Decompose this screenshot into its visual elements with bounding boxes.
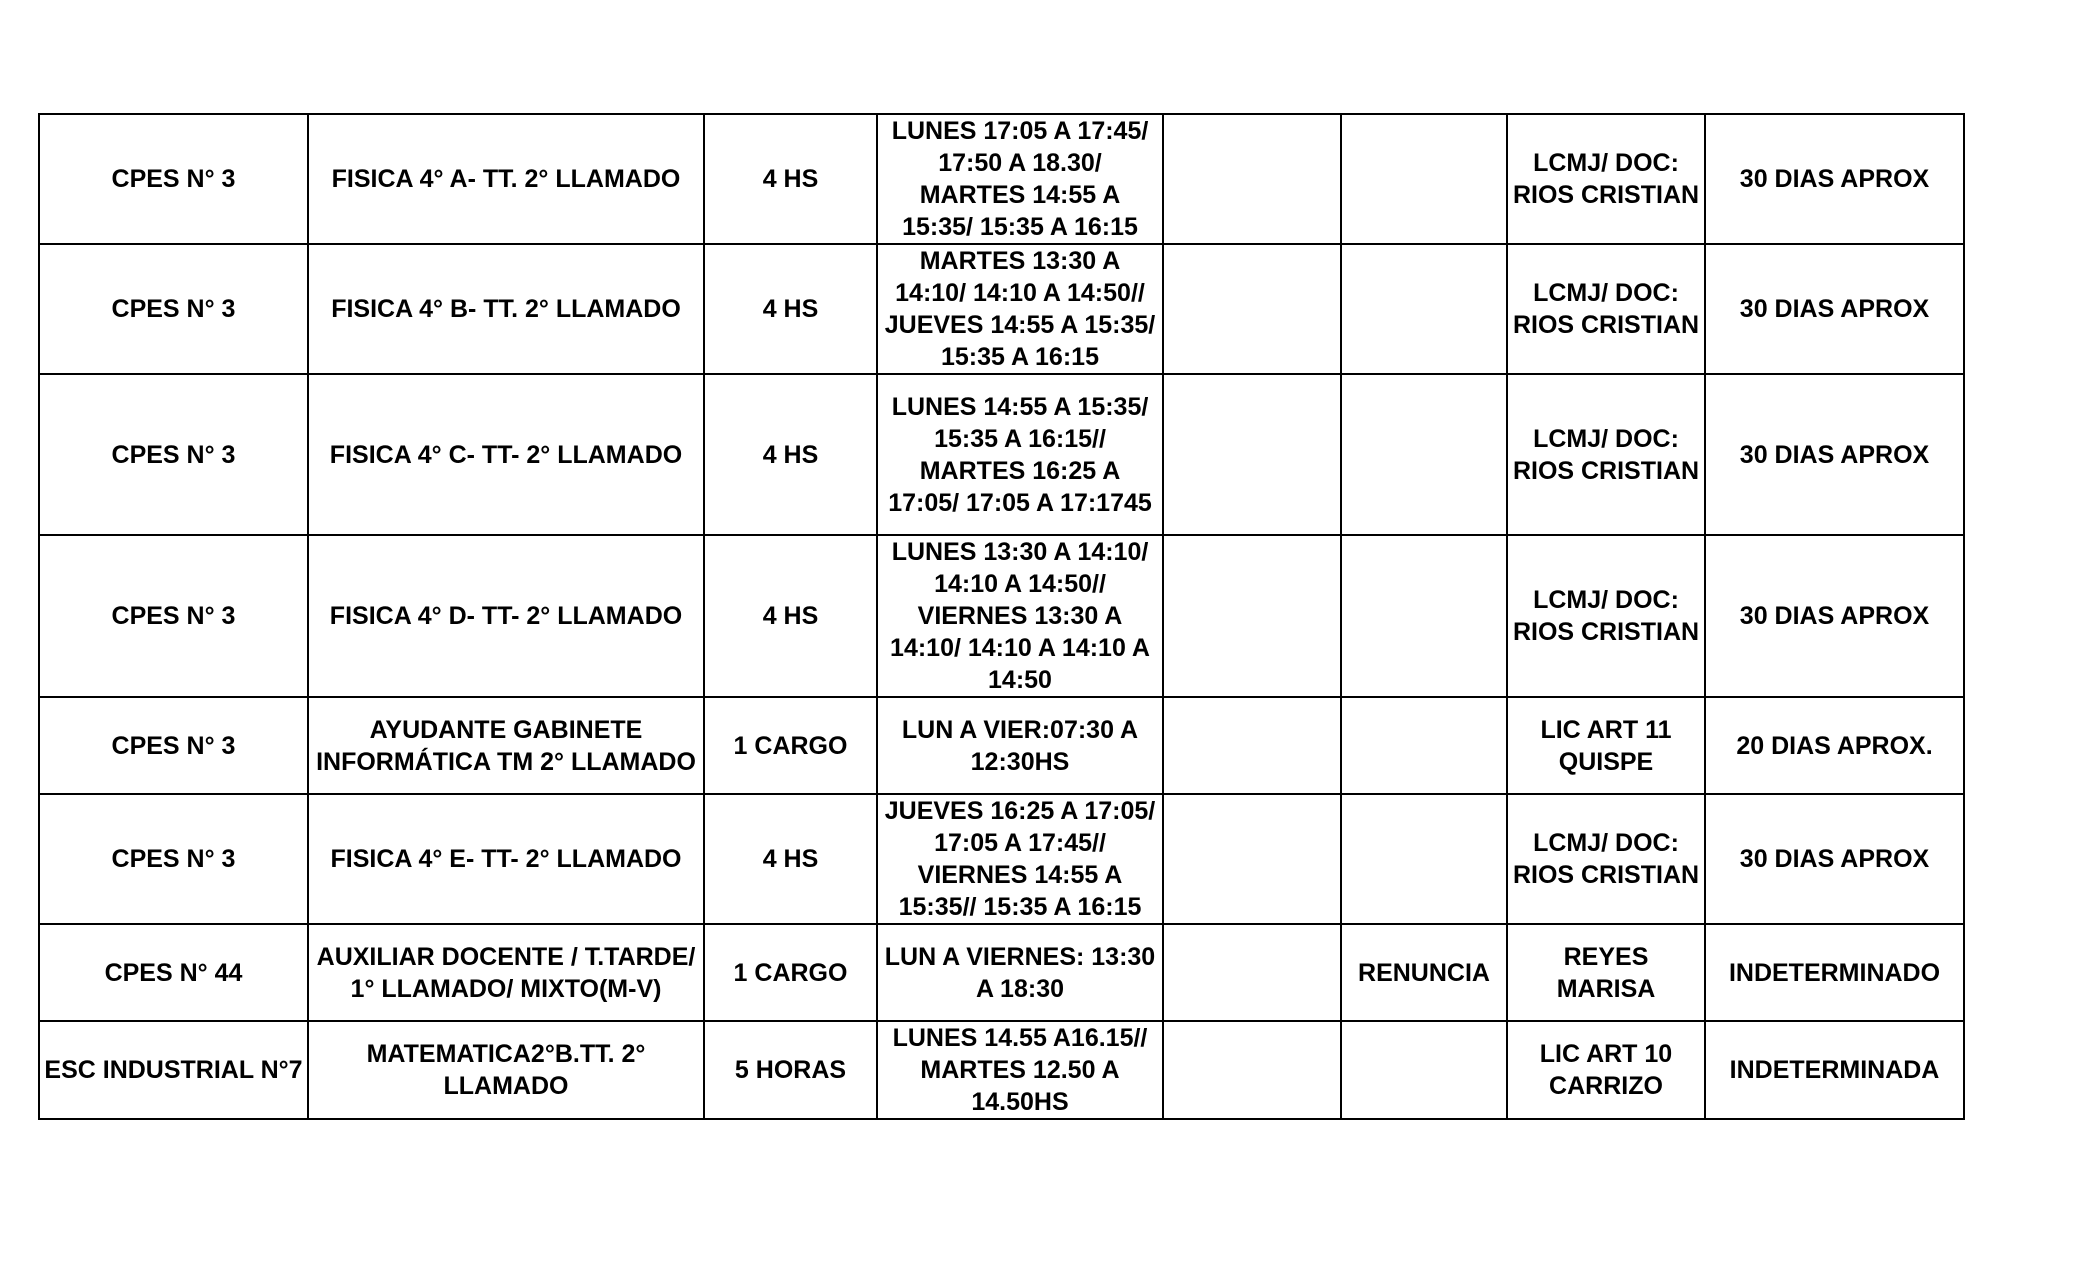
hours-cell: 4 HS [704,535,877,697]
duration-cell: 30 DIAS APROX [1705,794,1964,924]
hours-cell: 4 HS [704,244,877,374]
replaces-cell: LCMJ/ DOC: RIOS CRISTIAN [1507,114,1705,244]
replaces-cell: LCMJ/ DOC: RIOS CRISTIAN [1507,535,1705,697]
subject-cell: FISICA 4° E- TT- 2° LLAMADO [308,794,704,924]
reason-cell: RENUNCIA [1341,924,1507,1021]
duration-cell: 30 DIAS APROX [1705,244,1964,374]
blank-cell [1163,535,1341,697]
replaces-cell: LCMJ/ DOC: RIOS CRISTIAN [1507,794,1705,924]
reason-cell [1341,794,1507,924]
hours-cell: 4 HS [704,114,877,244]
school-cell: CPES N° 44 [39,924,308,1021]
subject-cell: MATEMATICA2°B.TT. 2° LLAMADO [308,1021,704,1119]
table-row [39,1021,1964,1119]
table-row [39,794,1964,924]
duration-cell: 30 DIAS APROX [1705,114,1964,244]
blank-cell [1163,244,1341,374]
replaces-cell: REYES MARISA [1507,924,1705,1021]
schedule-cell: LUNES 13:30 A 14:10/ 14:10 A 14:50// VIERNES 13:30 A 14:10/ 14:10 A 14:10 A 14:50 [877,535,1163,697]
blank-cell [1163,924,1341,1021]
replaces-cell: LIC ART 10 CARRIZO [1507,1021,1705,1119]
schedule-cell: LUN A VIER:07:30 A 12:30HS [877,697,1163,794]
table-row [39,244,1964,374]
subject-cell: AYUDANTE GABINETE INFORMÁTICA TM 2° LLAMADO [308,697,704,794]
table-row [39,697,1964,794]
table-row [39,535,1964,697]
duration-cell: 30 DIAS APROX [1705,535,1964,697]
blank-cell [1163,697,1341,794]
duration-cell: 20 DIAS APROX. [1705,697,1964,794]
reason-cell [1341,697,1507,794]
schedule-cell: LUNES 14:55 A 15:35/ 15:35 A 16:15// MARTES 16:25 A 17:05/ 17:05 A 17:1745 [877,374,1163,535]
school-cell: CPES N° 3 [39,374,308,535]
duration-cell: INDETERMINADO [1705,924,1964,1021]
hours-cell: 4 HS [704,794,877,924]
reason-cell [1341,114,1507,244]
school-cell: CPES N° 3 [39,114,308,244]
school-cell: CPES N° 3 [39,244,308,374]
duration-cell: 30 DIAS APROX [1705,374,1964,535]
schedule-cell: JUEVES 16:25 A 17:05/ 17:05 A 17:45// VIERNES 14:55 A 15:35// 15:35 A 16:15 [877,794,1163,924]
replaces-cell: LCMJ/ DOC: RIOS CRISTIAN [1507,244,1705,374]
school-cell: CPES N° 3 [39,535,308,697]
replaces-cell: LCMJ/ DOC: RIOS CRISTIAN [1507,374,1705,535]
schedule-cell: LUNES 14.55 A16.15// MARTES 12.50 A 14.50HS [877,1021,1163,1119]
reason-cell [1341,244,1507,374]
schedule-cell: LUN A VIERNES: 13:30 A 18:30 [877,924,1163,1021]
blank-cell [1163,794,1341,924]
school-cell: CPES N° 3 [39,794,308,924]
blank-cell [1163,374,1341,535]
table-row [39,114,1964,244]
blank-cell [1163,1021,1341,1119]
reason-cell [1341,535,1507,697]
replaces-cell: LIC ART 11 QUISPE [1507,697,1705,794]
table-row [39,924,1964,1021]
duration-cell: INDETERMINADA [1705,1021,1964,1119]
school-cell: ESC INDUSTRIAL N°7 [39,1021,308,1119]
school-cell: CPES N° 3 [39,697,308,794]
vacancy-table [38,113,1965,1120]
hours-cell: 1 CARGO [704,924,877,1021]
reason-cell [1341,374,1507,535]
hours-cell: 4 HS [704,374,877,535]
subject-cell: FISICA 4° D- TT- 2° LLAMADO [308,535,704,697]
subject-cell: AUXILIAR DOCENTE / T.TARDE/ 1° LLAMADO/ MIXTO(M-V) [308,924,704,1021]
reason-cell [1341,1021,1507,1119]
schedule-cell: LUNES 17:05 A 17:45/ 17:50 A 18.30/ MARTES 14:55 A 15:35/ 15:35 A 16:15 [877,114,1163,244]
subject-cell: FISICA 4° B- TT. 2° LLAMADO [308,244,704,374]
blank-cell [1163,114,1341,244]
schedule-cell: MARTES 13:30 A 14:10/ 14:10 A 14:50// JUEVES 14:55 A 15:35/ 15:35 A 16:15 [877,244,1163,374]
subject-cell: FISICA 4° C- TT- 2° LLAMADO [308,374,704,535]
subject-cell: FISICA 4° A- TT. 2° LLAMADO [308,114,704,244]
hours-cell: 1 CARGO [704,697,877,794]
table-row [39,374,1964,535]
hours-cell: 5 HORAS [704,1021,877,1119]
